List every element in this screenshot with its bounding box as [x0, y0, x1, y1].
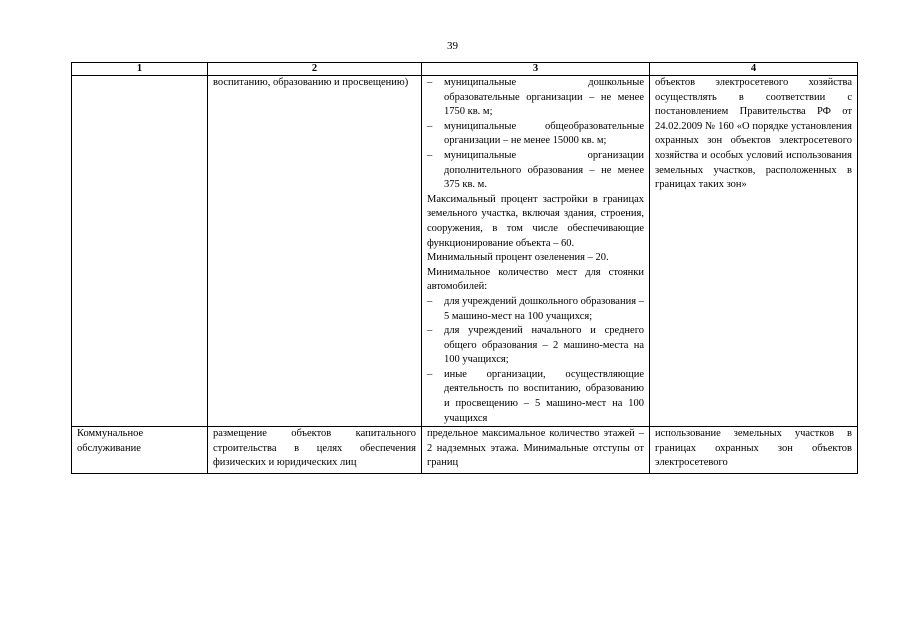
- cell-use-description: размещение объектов капитального строительства в целях обеспечения физических и юридических лиц: [208, 427, 422, 474]
- list-item: – для учреждений начального и среднего общего образования – 2 машино-места на 100 учащихся;: [427, 324, 644, 368]
- column-header: 3: [422, 63, 650, 76]
- parking-intro-text: Минимальное количество мест для стоянки автомобилей:: [427, 266, 644, 293]
- cell-parameters: предельное максимальное количество этажей – 2 надземных этажа. Минимальные отступы от границ: [422, 427, 650, 474]
- cell-parameters: [422, 76, 650, 427]
- column-header: 1: [72, 63, 208, 76]
- list-item: – муниципальные общеобразовательные организации – не менее 15000 кв. м;: [427, 120, 644, 149]
- cell-use-type: Коммунальное обслуживание: [72, 427, 208, 474]
- regulations-table: [71, 62, 858, 474]
- list-item: – иные организации, осуществляющие деятельность по воспитанию, образованию и просвещению – 5 машино-мест на 100 учащихся: [427, 368, 644, 426]
- list-item: – муниципальные дошкольные образовательные организации – не менее 1750 кв. м;: [427, 76, 644, 120]
- cell-restrictions: использование земельных участков в границах охранных зон объектов электросетевого: [650, 427, 858, 474]
- list-item: – муниципальные организации дополнительного образования – не менее 375 кв. м.: [427, 149, 644, 193]
- page-number: 39: [447, 40, 458, 52]
- cell-restrictions: объектов электросетевого хозяйства осуществлять в соответствии с постановлением Правительства РФ от 24.02.2009 № 160 «О порядке установления охранных зон объектов электросетевого хозяйства и особых условий использования земельных участков, расположенных в границах таких зон»: [650, 76, 858, 427]
- parking-requirements-list: [427, 295, 644, 426]
- table-header-row: [72, 63, 858, 76]
- column-header: 2: [208, 63, 422, 76]
- area-requirements-list: [427, 76, 644, 193]
- column-header: 4: [650, 63, 858, 76]
- greening-text: Минимальный процент озеленения – 20.: [427, 252, 609, 264]
- cell-use-type: [72, 76, 208, 427]
- building-coverage-text: Максимальный процент застройки в границах земельного участка, включая здания, строения, сооружения, в том числе обеспечивающие функционирование объекта – 60.: [427, 193, 644, 249]
- cell-use-description: воспитанию, образованию и просвещению): [208, 76, 422, 427]
- list-item: – для учреждений дошкольного образования – 5 машино-мест на 100 учащихся;: [427, 295, 644, 324]
- table-row: [72, 76, 858, 427]
- table-row: [72, 427, 858, 474]
